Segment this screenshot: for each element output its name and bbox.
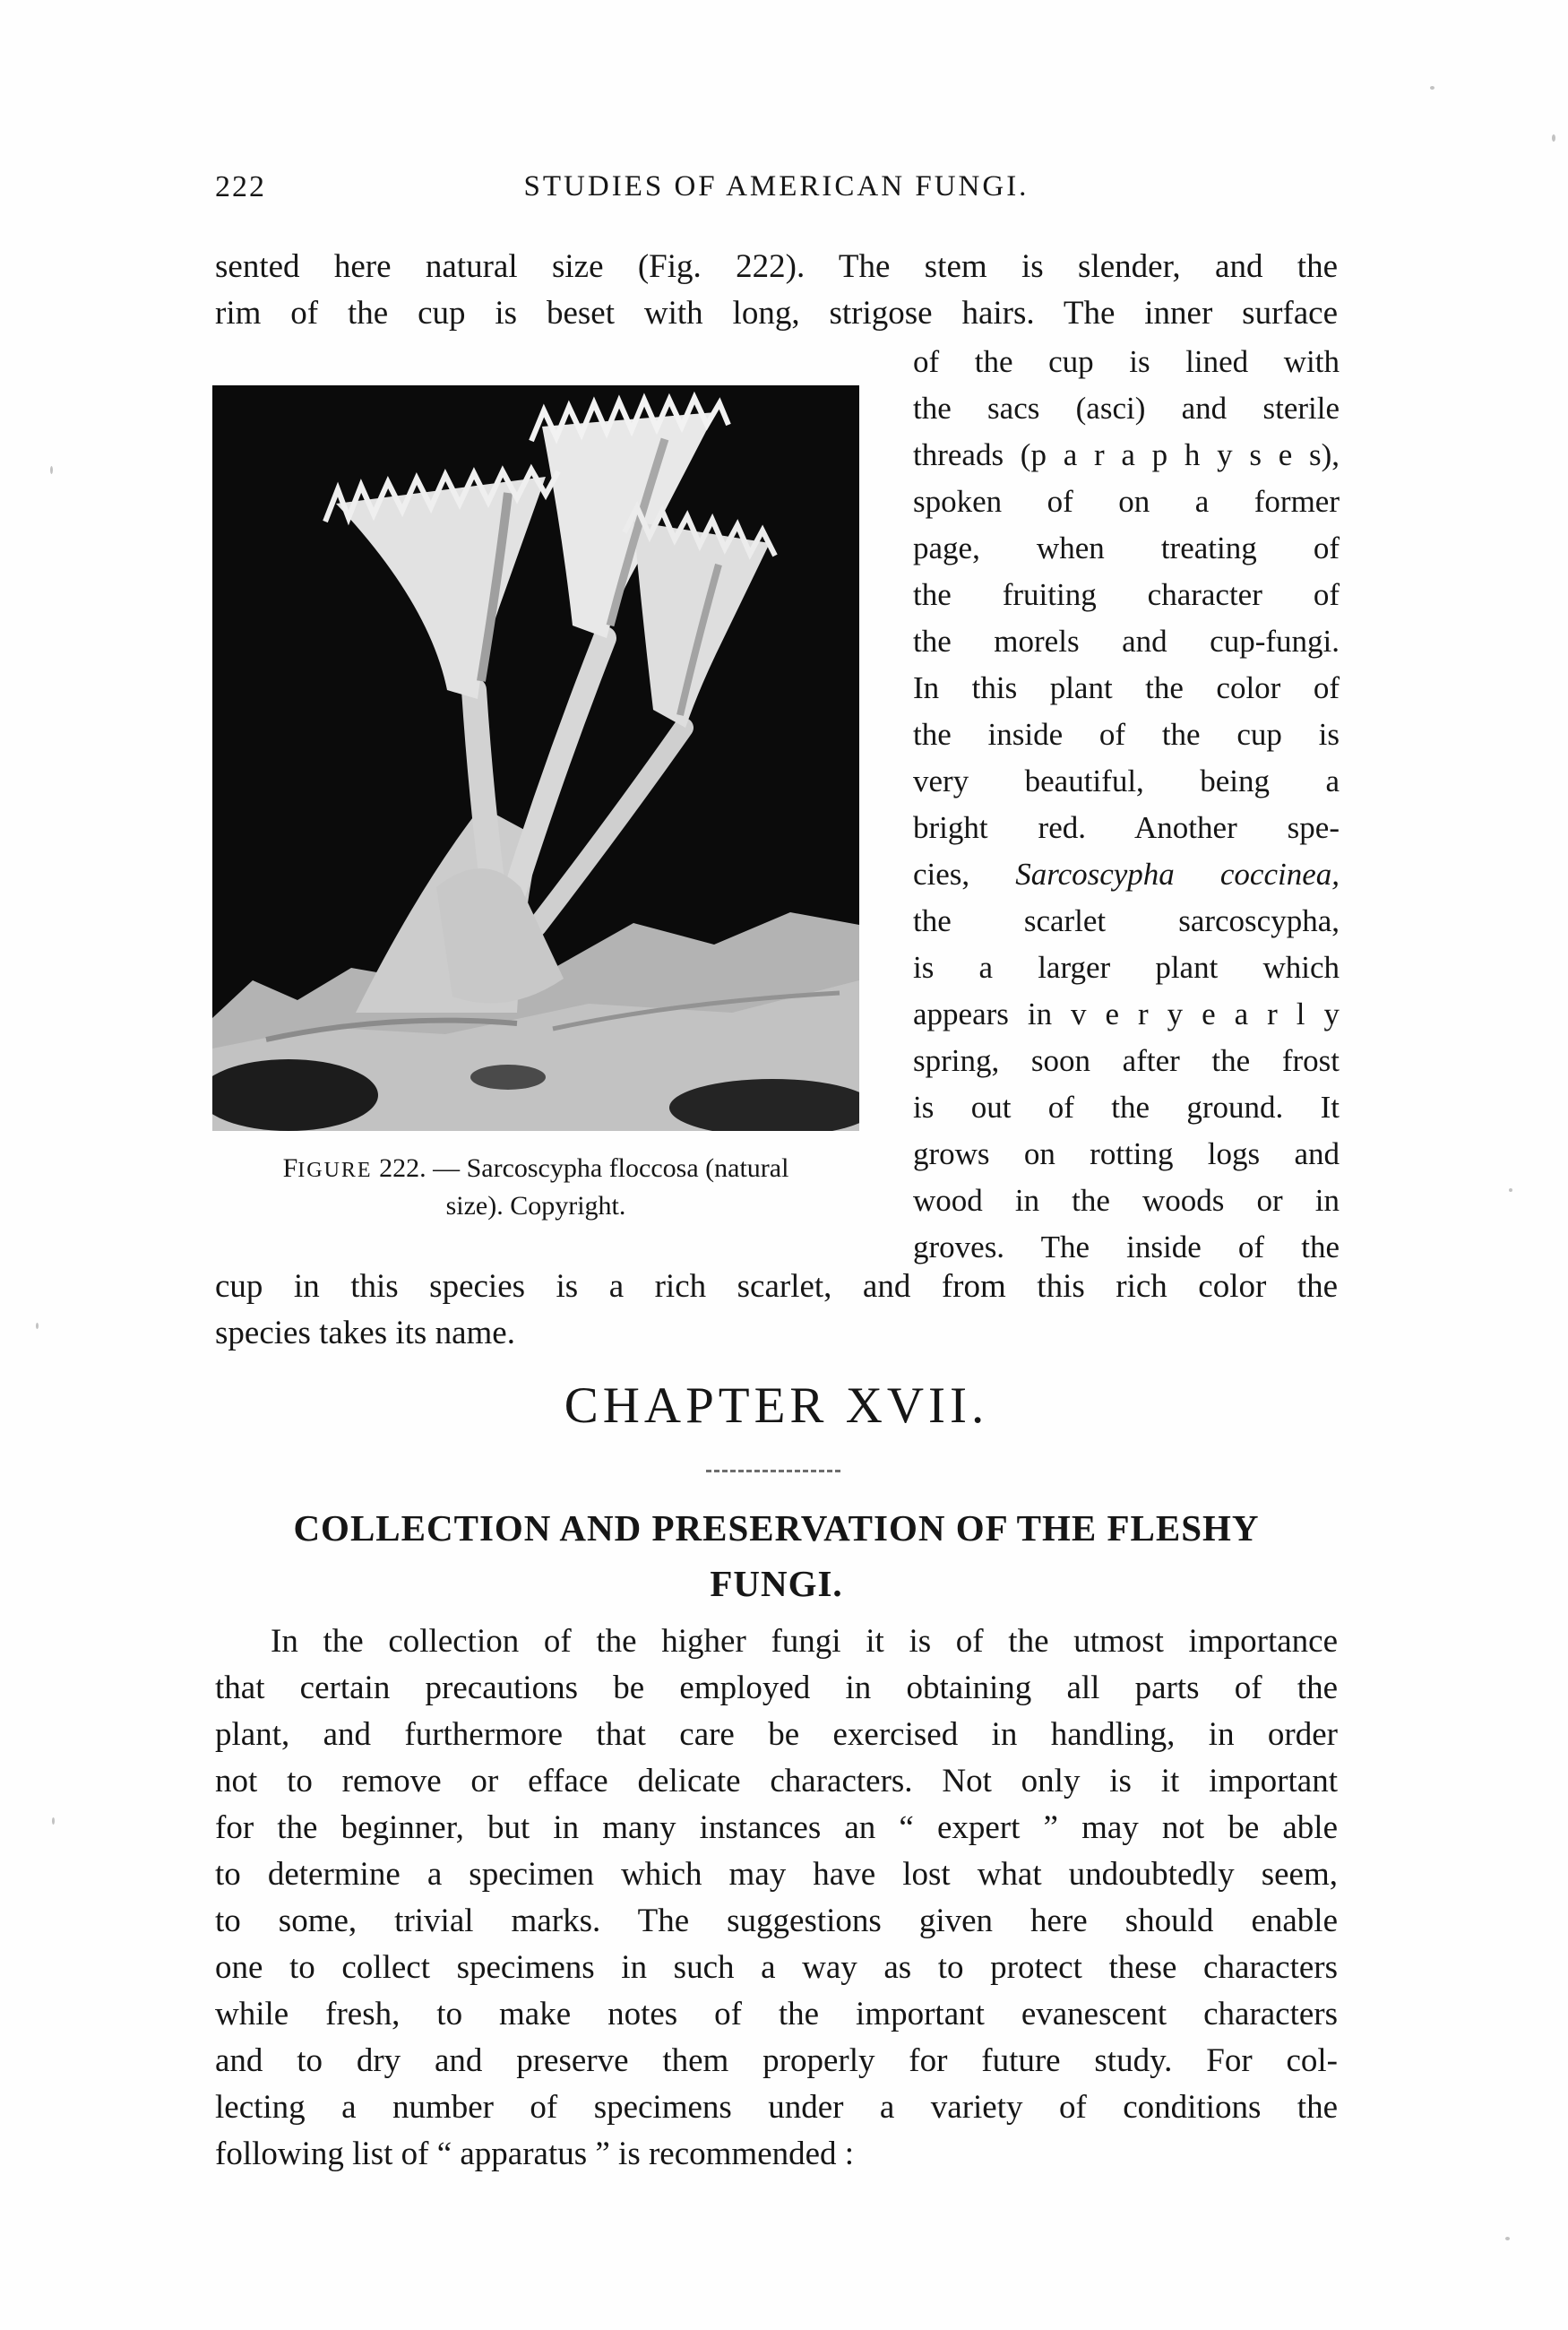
text-line: the morels and cup-fungi. bbox=[913, 624, 1340, 659]
main-paragraph bbox=[215, 1618, 1338, 2178]
chapter-divider-rule bbox=[706, 1470, 840, 1472]
text-line: and to dry and preserve them properly for future study. For col- bbox=[215, 2042, 1338, 2079]
text-line: cies, Sarcoscypha coccinea, bbox=[913, 857, 1340, 892]
text-line: plant, and furthermore that care be exercised in handling, in order bbox=[215, 1716, 1338, 1753]
text-line: wood in the woods or in bbox=[913, 1183, 1340, 1218]
scan-speck bbox=[50, 466, 53, 474]
text-line: to determine a specimen which may have lost what undoubtedly seem, bbox=[215, 1856, 1338, 1893]
text-line: rim of the cup is beset with long, strigose hairs. The inner surface bbox=[215, 295, 1338, 332]
text-line: sented here natural size (Fig. 222). The stem is slender, and the bbox=[215, 248, 1338, 285]
text-line: spoken of on a former bbox=[913, 484, 1340, 519]
scan-speck bbox=[1552, 134, 1555, 142]
text-line: that certain precautions be employed in obtaining all parts of the bbox=[215, 1670, 1338, 1706]
text-line: the scarlet sarcoscypha, bbox=[913, 903, 1340, 938]
text-line: not to remove or efface delicate characters. Not only is it important bbox=[215, 1763, 1338, 1799]
text-line: for the beginner, but in many instances an “ expert ” may not be able bbox=[215, 1809, 1338, 1846]
text-line: In the collection of the higher fungi it is of the utmost importance bbox=[271, 1623, 1338, 1660]
text-line: very beautiful, being a bbox=[913, 764, 1340, 798]
scan-speck bbox=[52, 1817, 55, 1825]
sarcoscypha-photo-illustration bbox=[212, 385, 859, 1131]
text-line: page, when treating of bbox=[913, 531, 1340, 565]
text-line: to some, trivial marks. The suggestions given here should enable bbox=[215, 1903, 1338, 1939]
text-line: grows on rotting logs and bbox=[913, 1136, 1340, 1171]
text-line: appears in v e r y e a r l y bbox=[913, 997, 1340, 1031]
text-line: following list of “ apparatus ” is recommended : bbox=[215, 2136, 855, 2172]
text-line: lecting a number of specimens under a variety of conditions the bbox=[215, 2089, 1338, 2126]
scan-speck bbox=[1505, 2237, 1510, 2240]
page-header bbox=[215, 170, 1338, 210]
text-line: COLLECTION AND PRESERVATION OF THE FLESHY bbox=[293, 1507, 1260, 1549]
text-line: cup in this species is a rich scarlet, and from this rich color the bbox=[215, 1268, 1338, 1305]
figure-caption bbox=[212, 1151, 859, 1224]
text-line: In this plant the color of bbox=[913, 670, 1340, 705]
text-line: FIGURE 222. — Sarcoscypha floccosa (natural bbox=[282, 1153, 789, 1183]
text-line: the sacs (asci) and sterile bbox=[913, 391, 1340, 426]
chapter-title: CHAPTER XVII. bbox=[564, 1377, 989, 1434]
text-line: one to collect specimens in such a way as to protect these characters bbox=[215, 1949, 1338, 1986]
running-title: STUDIES OF AMERICAN FUNGI. bbox=[523, 170, 1030, 203]
text-line: FUNGI. bbox=[710, 1563, 843, 1604]
text-line: is out of the ground. It bbox=[913, 1090, 1340, 1125]
scan-speck bbox=[1509, 1188, 1512, 1192]
text-line: while fresh, to make notes of the important evanescent characters bbox=[215, 1996, 1338, 2032]
figure-photo bbox=[212, 385, 859, 1131]
page-number: 222 bbox=[215, 170, 266, 203]
scan-speck bbox=[1430, 86, 1434, 90]
body-text-right-column bbox=[913, 339, 1340, 1271]
scan-speck bbox=[36, 1323, 39, 1329]
body-text-below-figure bbox=[215, 1264, 1338, 1357]
text-line: the fruiting character of bbox=[913, 577, 1340, 612]
text-line: species takes its name. bbox=[215, 1315, 515, 1351]
text-line: bright red. Another spe- bbox=[913, 810, 1340, 845]
text-line: size). Copyright. bbox=[445, 1191, 626, 1221]
body-text-top bbox=[215, 244, 1338, 337]
text-line: the inside of the cup is bbox=[913, 717, 1340, 752]
text-line: threads (p a r a p h y s e s), bbox=[913, 437, 1340, 472]
text-line: is a larger plant which bbox=[913, 950, 1340, 985]
text-line: groves. The inside of the bbox=[913, 1230, 1340, 1264]
text-line: of the cup is lined with bbox=[913, 344, 1340, 379]
text-line: spring, soon after the frost bbox=[913, 1043, 1340, 1078]
section-title bbox=[215, 1500, 1338, 1611]
